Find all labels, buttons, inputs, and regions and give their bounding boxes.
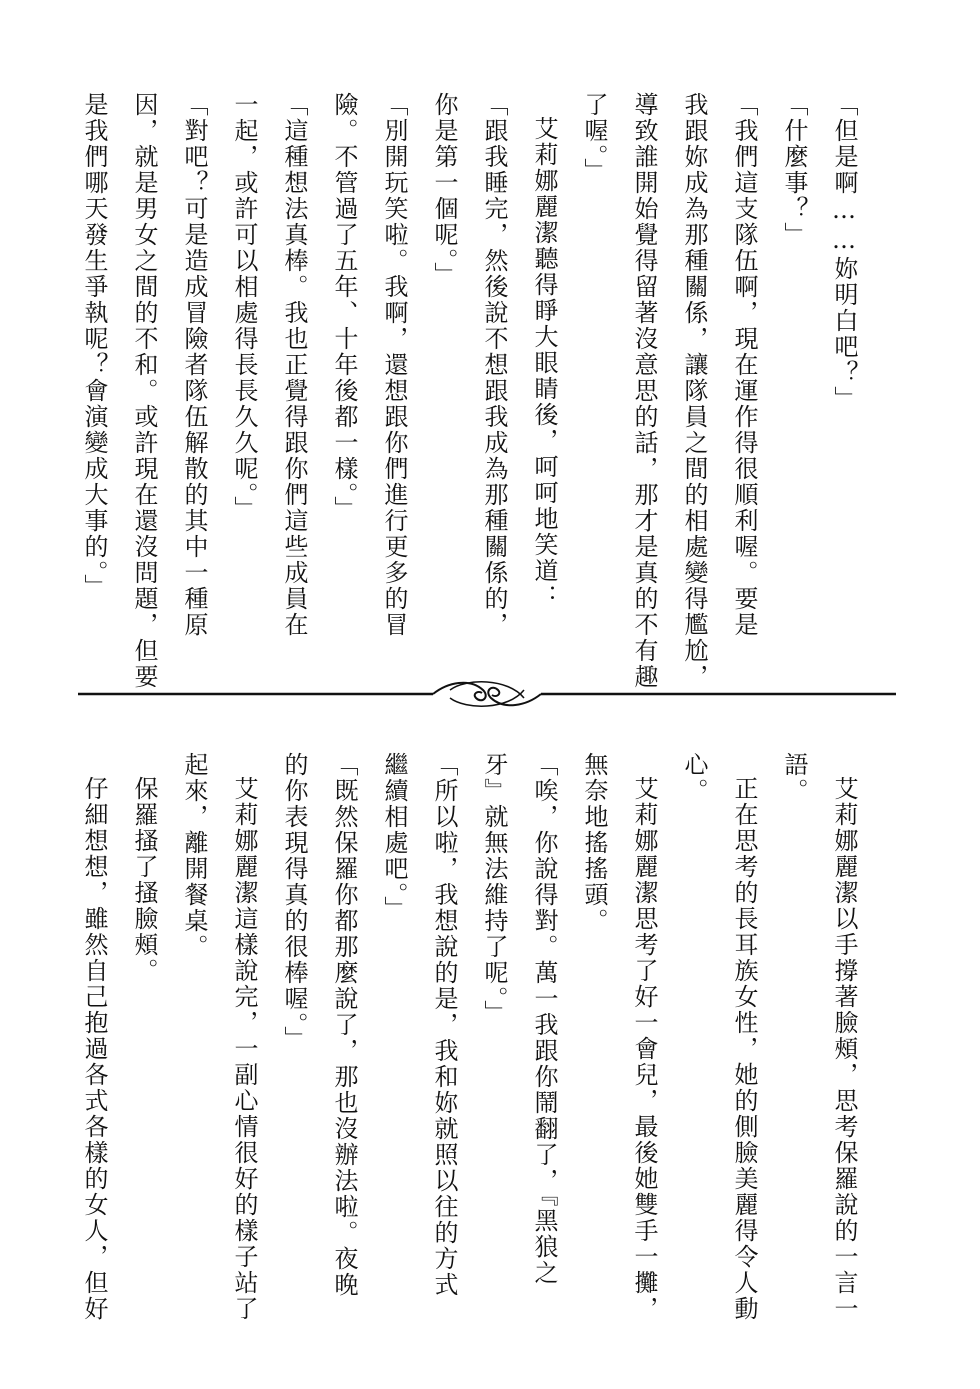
text-column: 艾莉娜麗潔聽得睜大眼睛後，呵呵地笑道：: [530, 116, 558, 610]
top-text-block: [70, 92, 870, 690]
text-column: 險。不管過了五年、十年後都一樣。」: [330, 92, 358, 522]
text-column: 艾莉娜麗潔以手撐著臉頰，思考保羅說的一言一: [830, 776, 858, 1322]
text-column: 是我們哪天發生爭執呢？會演變成大事的。」: [80, 92, 108, 600]
text-column: 導致誰開始覺得留著沒意思的話，那才是真的不有趣: [630, 92, 658, 690]
text-column: 仔細想想，雖然自己抱過各式各樣的女人，但好: [80, 776, 108, 1322]
text-column: 因，就是男女之間的不和。或許現在還沒問題，但要: [130, 92, 158, 690]
text-column: 「什麼事？」: [780, 92, 808, 248]
text-column: 起來，離開餐桌。: [180, 752, 208, 960]
text-column: 「別開玩笑啦。我啊，還想跟你們進行更多的冒: [380, 92, 408, 638]
text-column: 「所以啦，我想說的是，我和妳就照以往的方式: [430, 752, 458, 1298]
text-column: 心。: [680, 752, 708, 804]
text-column: 我跟妳成為那種關係，讓隊員之間的相處變得尷尬，: [680, 92, 708, 690]
text-column: 繼續相處吧。」: [380, 752, 408, 922]
text-column: 「既然保羅你都那麼說了，那也沒辦法啦。夜晚: [330, 752, 358, 1298]
text-column: 「但是啊……妳明白吧？」: [830, 92, 858, 412]
text-column: 語。: [780, 752, 808, 804]
text-column: 「跟我睡完，然後說不想跟我成為那種關係的，: [480, 92, 508, 638]
text-column: 無奈地搖搖頭。: [580, 752, 608, 934]
text-column: 「我們這支隊伍啊，現在運作得很順利喔。要是: [730, 92, 758, 638]
text-column: 「對吧？可是造成冒險者隊伍解散的其中一種原: [180, 92, 208, 638]
text-column: 艾莉娜麗潔這樣說完，一副心情很好的樣子站了: [230, 776, 258, 1322]
text-column: 保羅搔了搔臉頰。: [130, 776, 158, 984]
text-column: 的你表現得真的很棒喔。」: [280, 752, 308, 1052]
text-column: 一起，或許可以相處得長長久久呢。」: [230, 92, 258, 522]
text-column: 了喔。」: [580, 92, 608, 184]
text-column: 艾莉娜麗潔思考了好一會兒，最後她雙手一攤，: [630, 776, 658, 1322]
text-column: 正在思考的長耳族女性，她的側臉美麗得令人動: [730, 776, 758, 1322]
text-column: 牙』就無法維持了呢。」: [480, 752, 508, 1026]
bottom-text-block: [70, 752, 870, 1322]
ornamental-divider: [78, 664, 896, 724]
text-column: 「這種想法真棒。我也正覺得跟你們這些成員在: [280, 92, 308, 638]
text-column: 「唉，你說得對。萬一我跟你鬧翻了，『黑狼之: [530, 752, 558, 1286]
text-column: 你是第一個呢。」: [430, 92, 458, 288]
